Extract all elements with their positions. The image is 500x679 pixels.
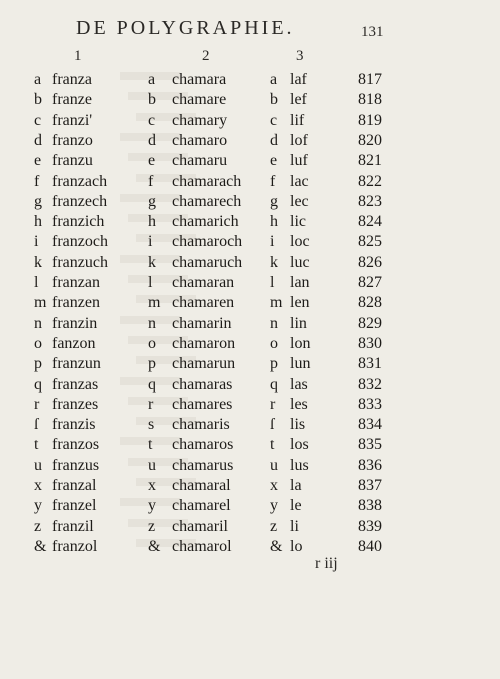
word-col2: chamarach	[172, 172, 242, 190]
letter-col2: c	[148, 111, 156, 129]
table-row	[0, 231, 500, 253]
table-row	[0, 211, 500, 233]
letter-col2: e	[148, 152, 156, 170]
letter-col1: h	[34, 213, 42, 231]
word-col1: franzol	[52, 537, 98, 555]
letter-col2: m	[148, 294, 161, 312]
word-col2: chamaral	[172, 477, 231, 494]
letter-col3: d	[270, 131, 278, 149]
row-number: 840	[358, 537, 382, 555]
word-col3: lon	[290, 334, 311, 352]
word-col3: lo	[290, 537, 303, 555]
letter-col2: d	[148, 131, 156, 149]
word-col1: franzos	[52, 436, 100, 454]
letter-col2: y	[148, 497, 156, 515]
row-number: 826	[358, 253, 382, 271]
letter-col2: r	[148, 395, 154, 413]
row-number: 831	[358, 355, 382, 373]
word-col2: chamaris	[172, 416, 230, 434]
word-col2: chamaras	[172, 375, 233, 393]
letter-col3: a	[270, 71, 278, 88]
table-row	[0, 434, 500, 456]
word-col2: chamary	[172, 111, 228, 129]
letter-col1: y	[34, 497, 42, 515]
letter-col1: l	[34, 274, 39, 291]
letter-col3: t	[270, 436, 275, 454]
row-number: 821	[358, 152, 382, 170]
word-col2: chamaru	[172, 152, 228, 170]
row-number: 830	[358, 334, 382, 352]
letter-col3: i	[270, 233, 275, 251]
word-col1: franzan	[52, 274, 100, 291]
word-col3: li	[290, 517, 299, 535]
word-col1: franzil	[52, 517, 94, 535]
table-row	[0, 292, 500, 314]
letter-col1: b	[34, 91, 42, 109]
word-col3: lif	[290, 111, 305, 129]
word-col2: chamaros	[172, 436, 234, 454]
letter-col3: k	[270, 253, 278, 271]
letter-col2: u	[148, 456, 156, 474]
word-col3: lan	[290, 274, 310, 291]
letter-col1: n	[34, 314, 42, 332]
word-col2: chamaroch	[172, 233, 243, 251]
word-col3: lef	[290, 91, 307, 109]
word-col1: franze	[52, 91, 92, 109]
row-number: 824	[358, 213, 382, 231]
letter-col3: c	[270, 111, 278, 129]
letter-col1: e	[34, 152, 42, 170]
word-col3: lis	[290, 416, 306, 434]
word-col2: chamaruch	[172, 253, 243, 271]
word-col3: luf	[290, 152, 308, 170]
letter-col2: q	[148, 375, 156, 393]
word-col3: lic	[290, 213, 306, 231]
word-col1: franzu	[52, 152, 93, 170]
letter-col1: ſ	[34, 416, 39, 434]
letter-col2: b	[148, 91, 156, 109]
word-col3: lin	[290, 314, 307, 332]
word-col1: franzun	[52, 355, 101, 373]
row-number: 817	[358, 71, 382, 88]
letter-col2: n	[148, 314, 156, 332]
page-number: 131	[361, 24, 384, 40]
table-row	[0, 272, 500, 294]
row-number: 822	[358, 172, 382, 190]
letter-col1: p	[34, 355, 42, 373]
page-title: DE POLYGRAPHIE.	[76, 17, 295, 39]
word-col2: chamarun	[172, 355, 236, 373]
word-col3: laf	[290, 71, 307, 88]
word-col1: franzich	[52, 213, 105, 231]
word-col2: chamares	[172, 395, 233, 413]
word-col1: franzus	[52, 456, 100, 474]
word-col3: la	[290, 477, 302, 494]
word-col3: le	[290, 497, 302, 515]
letter-col2: g	[148, 192, 156, 210]
word-col1: franzas	[52, 375, 99, 393]
letter-col3: m	[270, 294, 283, 312]
table-row	[0, 516, 500, 538]
word-col3: lac	[290, 172, 309, 190]
letter-col3: ſ	[270, 416, 275, 434]
word-col2: chamarel	[172, 497, 231, 515]
word-col1: franzis	[52, 416, 96, 434]
word-col2: chamarus	[172, 456, 234, 474]
table-row	[0, 89, 500, 111]
word-col2: chamarech	[172, 192, 242, 210]
word-col1: franzel	[52, 497, 97, 515]
letter-col1: o	[34, 334, 42, 352]
row-number: 820	[358, 131, 382, 149]
column-header-2: 2	[202, 48, 210, 64]
letter-col1: d	[34, 131, 42, 149]
word-col2: chamaro	[172, 131, 228, 149]
word-col3: las	[290, 375, 308, 393]
table-row	[0, 475, 500, 497]
column-header-1: 1	[74, 48, 82, 64]
letter-col3: e	[270, 152, 278, 170]
letter-col2: a	[148, 71, 156, 88]
word-col2: chamaran	[172, 274, 235, 291]
letter-col3: o	[270, 334, 278, 352]
letter-col1: f	[34, 172, 40, 190]
letter-col2: s	[148, 416, 155, 434]
letter-col1: k	[34, 253, 42, 271]
row-number: 839	[358, 517, 382, 535]
letter-col2: z	[148, 517, 156, 535]
table-row	[0, 414, 500, 436]
word-col3: lof	[290, 131, 308, 149]
letter-col3: y	[270, 497, 278, 515]
letter-col3: n	[270, 314, 278, 332]
row-number: 827	[358, 274, 382, 291]
word-col2: chamaren	[172, 294, 235, 312]
letter-col2: i	[148, 233, 153, 251]
table-row	[0, 171, 500, 193]
row-number: 833	[358, 395, 382, 413]
word-col2: chamarin	[172, 314, 232, 332]
letter-col3: u	[270, 456, 278, 474]
table-row	[0, 495, 500, 517]
letter-col2: t	[148, 436, 153, 454]
row-number: 828	[358, 294, 382, 312]
table-row	[0, 130, 500, 152]
word-col1: franzes	[52, 395, 99, 413]
letter-col2: o	[148, 334, 156, 352]
letter-col1: q	[34, 375, 42, 393]
row-number: 832	[358, 375, 382, 393]
word-col2: chamare	[172, 91, 227, 109]
row-number: 834	[358, 416, 382, 434]
row-number: 819	[358, 111, 382, 129]
table-row	[0, 353, 500, 375]
table-row	[0, 536, 500, 558]
row-number: 818	[358, 91, 382, 109]
word-col1: franzin	[52, 314, 98, 332]
word-col2: chamaril	[172, 517, 228, 535]
letter-col3: p	[270, 355, 278, 373]
word-col3: loc	[290, 233, 310, 251]
letter-col1: u	[34, 456, 42, 474]
row-number: 835	[358, 436, 382, 454]
word-col1: franzal	[52, 477, 97, 494]
letter-col2: &	[148, 537, 161, 555]
letter-col3: &	[270, 537, 283, 555]
letter-col3: f	[270, 172, 276, 190]
letter-col1: i	[34, 233, 39, 251]
word-col2: chamara	[172, 71, 227, 88]
column-header-3: 3	[296, 48, 304, 64]
letter-col2: p	[148, 355, 156, 373]
word-col1: franzech	[52, 192, 108, 210]
word-col2: chamarich	[172, 213, 239, 231]
table-row	[0, 252, 500, 274]
table-row	[0, 394, 500, 416]
letter-col3: r	[270, 395, 276, 413]
word-col1: franzo	[52, 131, 93, 149]
letter-col3: h	[270, 213, 278, 231]
letter-col1: m	[34, 294, 47, 312]
row-number: 837	[358, 477, 382, 494]
letter-col3: g	[270, 192, 278, 210]
letter-col1: t	[34, 436, 39, 454]
letter-col1: a	[34, 71, 42, 88]
row-number: 829	[358, 314, 382, 332]
letter-col2: f	[148, 172, 154, 190]
table-row	[0, 150, 500, 172]
word-col3: lus	[290, 456, 309, 474]
letter-col1: c	[34, 111, 42, 129]
letter-col1: z	[34, 517, 42, 535]
word-col1: franzen	[52, 294, 100, 312]
table-row	[0, 191, 500, 213]
row-number: 838	[358, 497, 382, 515]
table-row	[0, 69, 500, 91]
table-row	[0, 110, 500, 132]
word-col1: franzoch	[52, 233, 108, 251]
letter-col2: h	[148, 213, 156, 231]
table-row	[0, 333, 500, 355]
word-col1: fanzon	[52, 334, 96, 352]
signature-mark: r iij	[315, 555, 338, 572]
letter-col3: q	[270, 375, 278, 393]
table-row	[0, 313, 500, 335]
table-row	[0, 374, 500, 396]
word-col3: lun	[290, 355, 311, 373]
letter-col3: l	[270, 274, 275, 291]
table-row	[0, 455, 500, 477]
word-col3: len	[290, 294, 310, 312]
letter-col2: x	[148, 477, 156, 494]
word-col1: franzi'	[52, 111, 93, 129]
row-number: 823	[358, 192, 382, 210]
row-number: 825	[358, 233, 382, 251]
row-number: 836	[358, 456, 382, 474]
word-col1: franzuch	[52, 253, 108, 271]
letter-col1: g	[34, 192, 42, 210]
word-col3: les	[290, 395, 308, 413]
letter-col2: l	[148, 274, 153, 291]
letter-col3: b	[270, 91, 278, 109]
word-col3: lec	[290, 192, 309, 210]
letter-col3: z	[270, 517, 278, 535]
word-col1: franzach	[52, 172, 108, 190]
word-col3: los	[290, 436, 309, 454]
letter-col1: x	[34, 477, 42, 494]
letter-col1: &	[34, 537, 47, 555]
letter-col2: k	[148, 253, 156, 271]
word-col2: chamarol	[172, 537, 232, 555]
word-col1: franza	[52, 71, 92, 88]
word-col2: chamaron	[172, 334, 236, 352]
letter-col3: x	[270, 477, 278, 494]
letter-col1: r	[34, 395, 40, 413]
word-col3: luc	[290, 253, 310, 271]
